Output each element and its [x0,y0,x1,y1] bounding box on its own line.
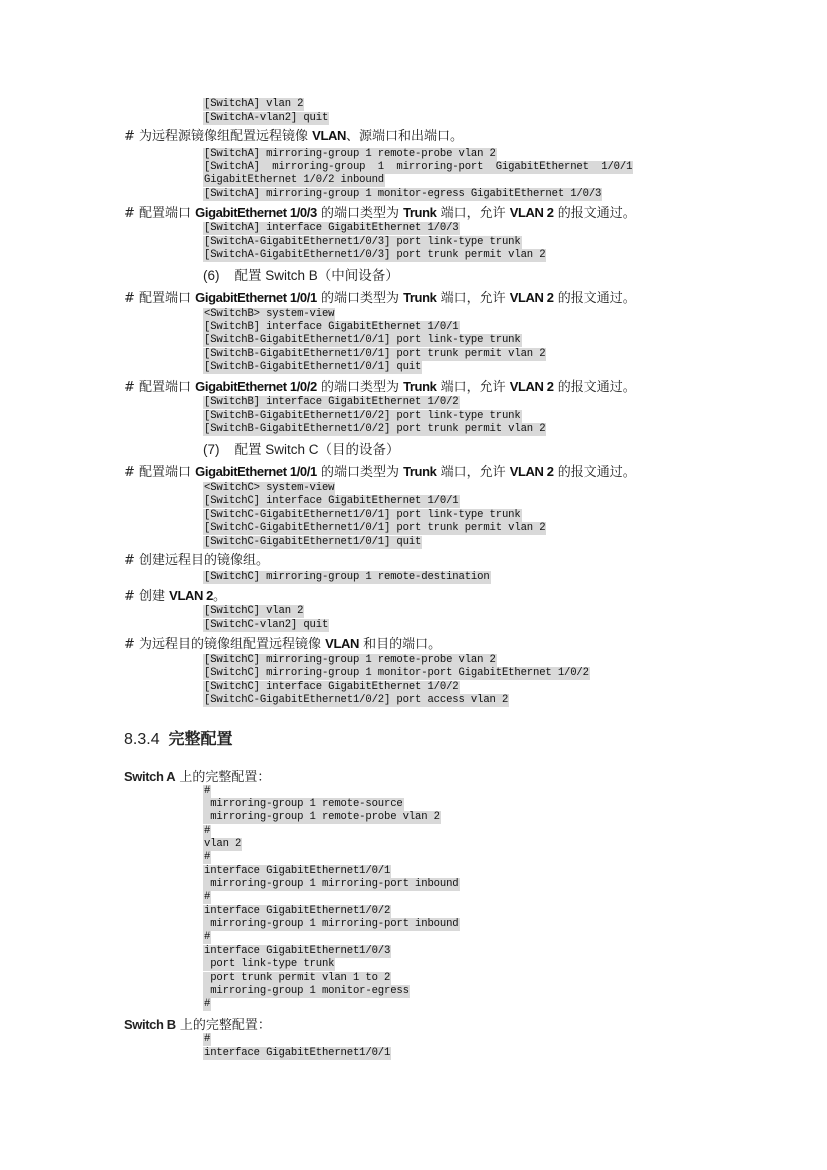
code-line: GigabitEthernet 1/0/2 inbound [204,174,385,186]
section-number: 8.3.4 [124,731,160,748]
code-line: [SwitchC] mirroring-group 1 monitor-port GigabitEthernet 1/0/2 [204,667,589,679]
code-line: [SwitchC-GigabitEthernet1/0/2] port access vlan 2 [204,694,509,706]
step-title [203,264,399,284]
code-line: mirroring-group 1 mirroring-port inbound [204,878,459,890]
comment-line [124,289,636,307]
comment-line [124,463,636,481]
comment-line [124,552,269,569]
keyword-text: Trunk [403,464,437,479]
comment-text: 端口，允许 [436,291,510,306]
code-line: # [204,851,211,863]
keyword-text: Trunk [403,290,437,305]
code-line: <SwitchB> system-view [204,308,335,320]
code-line: # [204,1033,211,1045]
code-line: # [204,891,211,903]
comment-text: 。 [213,589,227,604]
code-line: mirroring-group 1 mirroring-port inbound [204,918,459,930]
comment-line [124,635,441,653]
comment-text: 端口，允许 [436,465,510,480]
code-line: interface GigabitEthernet1/0/1 [204,1047,391,1059]
code-line: [SwitchC-GigabitEthernet1/0/1] port link-type trunk [204,509,521,521]
keyword-text: VLAN [312,128,346,143]
code-line: interface GigabitEthernet1/0/2 [204,905,391,917]
comment-text: 、源端口和出端口。 [345,129,463,144]
code-line: vlan 2 [204,838,242,850]
code-line: [SwitchA] vlan 2 [204,98,304,110]
code-line: interface GigabitEthernet1/0/3 [204,945,391,957]
comment-line [124,587,226,605]
device-name: Switch A [124,769,176,784]
code-line: [SwitchA-GigabitEthernet1/0/3] port trunk permit vlan 2 [204,249,546,261]
keyword-text: VLAN 2 [509,290,554,305]
keyword-text: GigabitEthernet 1/0/3 [195,205,317,220]
comment-line [124,204,636,222]
comment-text: 端口，允许 [436,206,510,221]
config-subheading [124,766,270,785]
comment-line [124,127,463,145]
code-line: # [204,931,211,943]
code-line: [SwitchB-GigabitEthernet1/0/1] port trunk permit vlan 2 [204,348,546,360]
code-line: mirroring-group 1 monitor-egress [204,985,409,997]
comment-text: # 创建 [124,589,170,604]
code-line: <SwitchC> system-view [204,482,335,494]
comment-text: # 配置端口 [124,380,196,395]
comment-text: 的报文通过。 [553,380,636,395]
comment-text: # 为远程源镜像组配置远程镜像 [124,129,313,144]
comment-line [124,378,636,396]
keyword-text: VLAN 2 [509,205,554,220]
keyword-text: Trunk [403,379,437,394]
comment-text: # 为远程目的镜像组配置远程镜像 [124,637,326,652]
step-number: (6) [203,268,220,283]
keyword-text: GigabitEthernet 1/0/1 [195,290,317,305]
code-line: [SwitchA] mirroring-group 1 remote-probe vlan 2 [204,148,496,160]
code-line: # [204,785,211,797]
keyword-text: GigabitEthernet 1/0/1 [195,464,317,479]
keyword-text: VLAN 2 [509,464,554,479]
code-line: [SwitchB-GigabitEthernet1/0/1] quit [204,361,422,373]
code-line: port trunk permit vlan 1 to 2 [204,972,391,984]
comment-text: # 配置端口 [124,291,196,306]
keyword-text: Trunk [403,205,437,220]
code-line: mirroring-group 1 remote-source [204,798,403,810]
comment-text: 的报文通过。 [553,291,636,306]
comment-text: 端口，允许 [436,380,510,395]
code-line: mirroring-group 1 remote-probe vlan 2 [204,811,440,823]
code-line: [SwitchA] mirroring-group 1 mirroring-port GigabitEthernet 1/0/1 [204,161,633,173]
code-line: # [204,998,211,1010]
code-line: [SwitchB] interface GigabitEthernet 1/0/1 [204,321,459,333]
keyword-text: VLAN [325,636,359,651]
step-number: (7) [203,442,220,457]
section-heading [124,726,233,749]
code-line: [SwitchB-GigabitEthernet1/0/2] port trunk permit vlan 2 [204,423,546,435]
comment-text: 和目的端口。 [358,637,442,652]
comment-text: 的报文通过。 [553,206,636,221]
code-line: [SwitchC-GigabitEthernet1/0/1] port trunk permit vlan 2 [204,522,546,534]
code-line: [SwitchA-GigabitEthernet1/0/3] port link-type trunk [204,236,521,248]
comment-text: 的端口类型为 [316,291,404,306]
code-line: [SwitchB-GigabitEthernet1/0/2] port link-type trunk [204,410,521,422]
comment-text: 的端口类型为 [316,465,404,480]
keyword-text: VLAN 2 [509,379,554,394]
subheading-text: 上的完整配置： [175,1018,271,1033]
step-title [203,438,400,458]
code-line: [SwitchB-GigabitEthernet1/0/1] port link-type trunk [204,334,521,346]
comment-text: # 创建远程目的镜像组。 [124,553,270,568]
step-label: 配置 Switch B（中间设备） [234,268,399,283]
code-line: [SwitchA] mirroring-group 1 monitor-egress GigabitEthernet 1/0/3 [204,188,602,200]
comment-text: 的报文通过。 [553,465,636,480]
code-line: port link-type trunk [204,958,335,970]
subheading-text: 上的完整配置： [175,770,271,785]
keyword-text: GigabitEthernet 1/0/2 [195,379,317,394]
code-line: [SwitchA] interface GigabitEthernet 1/0/3 [204,222,459,234]
comment-text: 的端口类型为 [316,380,404,395]
code-line: [SwitchC] interface GigabitEthernet 1/0/2 [204,681,459,693]
code-line: # [204,825,211,837]
code-line: [SwitchC-GigabitEthernet1/0/1] quit [204,536,422,548]
step-label: 配置 Switch C（目的设备） [234,442,400,457]
comment-text: # 配置端口 [124,206,196,221]
config-subheading [124,1014,271,1033]
code-line: [SwitchC] mirroring-group 1 remote-probe vlan 2 [204,654,496,666]
code-line: [SwitchC-vlan2] quit [204,619,329,631]
device-name: Switch B [124,1017,176,1032]
code-line: [SwitchC] mirroring-group 1 remote-destination [204,571,490,583]
keyword-text: VLAN 2 [169,588,214,603]
section-title: 完整配置 [168,731,233,748]
code-line: [SwitchA-vlan2] quit [204,112,329,124]
code-line: [SwitchB] interface GigabitEthernet 1/0/2 [204,396,459,408]
code-line: [SwitchC] interface GigabitEthernet 1/0/1 [204,495,459,507]
comment-text: 的端口类型为 [316,206,404,221]
code-line: [SwitchC] vlan 2 [204,605,304,617]
code-line: interface GigabitEthernet1/0/1 [204,865,391,877]
comment-text: # 配置端口 [124,465,196,480]
